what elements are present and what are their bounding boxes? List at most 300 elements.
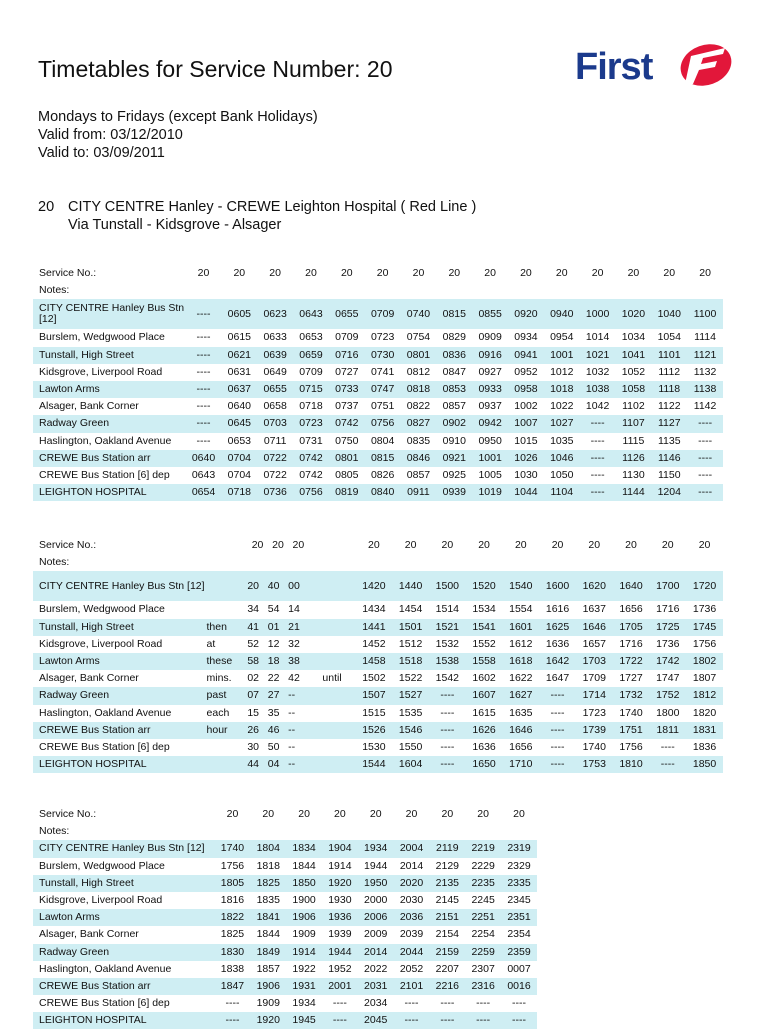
time-cell: 0742 (329, 415, 365, 432)
frequency-word-cell (207, 537, 248, 554)
time-cell: 1825 (220, 928, 245, 941)
table-row (33, 601, 723, 618)
service-number: 20 (555, 267, 568, 280)
time-cell: 1044 (508, 484, 544, 501)
time-cell: 0846 (401, 450, 437, 467)
time-cell: 0655 (329, 299, 365, 329)
table-row (33, 978, 537, 995)
time-cell: ---- (394, 1012, 430, 1029)
time-cell: 1058 (616, 381, 652, 398)
stop-name: Haslington, Oakland Avenue (39, 706, 172, 719)
time-cell: 0801 (401, 347, 437, 364)
time-cell: 0937 (478, 400, 502, 413)
until-label (309, 687, 356, 704)
time-cell: 2004 (394, 840, 430, 857)
service-number: 20 (588, 539, 601, 552)
time-cell: 1602 (472, 672, 496, 685)
time-cell: ---- (465, 1012, 501, 1029)
minutes-past-cell: 02 (247, 672, 260, 685)
stop-name: Radway Green (33, 415, 186, 432)
time-cell: 2151 (429, 909, 465, 926)
time-cell: 1914 (328, 859, 352, 872)
route-via: Via Tunstall - Kidsgrove - Alsager (68, 217, 282, 233)
time-cell: 0934 (514, 331, 538, 344)
time-cell: 1038 (580, 381, 616, 398)
time-cell: 1020 (616, 299, 652, 329)
time-cell: 1616 (545, 603, 570, 616)
time-cell: 1522 (398, 672, 423, 685)
time-cell: 0643 (191, 468, 216, 481)
service-number: 20 (484, 267, 496, 280)
minutes-past-cell: -- (288, 756, 308, 773)
time-cell: 2039 (399, 928, 424, 941)
time-cell: 0815 (365, 450, 401, 467)
time-cell: 1458 (356, 653, 393, 670)
time-cell: 1052 (621, 365, 646, 378)
time-cell: 0750 (335, 434, 359, 447)
time-cell: 2335 (501, 875, 537, 892)
validity-info (38, 108, 318, 162)
service-number: 20 (477, 808, 489, 821)
time-cell: 1607 (466, 687, 503, 704)
service-number: 20 (627, 267, 640, 280)
time-cell: 0815 (436, 299, 472, 329)
table-row (33, 909, 537, 926)
time-cell: 0718 (221, 484, 257, 501)
time-cell: 1810 (613, 756, 650, 773)
minutes-past-cell: 12 (267, 637, 280, 650)
time-cell: 1725 (649, 619, 686, 636)
time-cell: 1000 (580, 299, 616, 329)
minutes-past-cell: 34 (247, 603, 260, 616)
stop-name: Alsager, Bank Corner (39, 672, 139, 685)
minutes-past-cell: 32 (288, 637, 300, 650)
notes-cell (436, 282, 472, 299)
service-number: 20 (591, 267, 604, 280)
time-cell: 1732 (613, 687, 650, 704)
time-cell: 2030 (399, 894, 424, 907)
time-cell: ---- (186, 347, 222, 364)
frequency-word: mins. (206, 672, 232, 685)
frequency-word (207, 601, 248, 618)
notes-cell (576, 554, 613, 571)
table-row (33, 722, 723, 739)
time-cell: 0950 (478, 434, 502, 447)
notes-cell (502, 554, 539, 571)
time-cell: 0741 (370, 365, 395, 378)
time-cell: 1922 (292, 962, 316, 975)
timetable-evening (33, 806, 537, 1029)
time-cell: 1622 (509, 672, 533, 685)
time-cell: 0658 (263, 400, 287, 413)
time-cell: 1751 (613, 722, 650, 739)
time-cell: 0722 (257, 450, 293, 467)
time-cell: 0942 (472, 415, 508, 432)
first-logo (575, 40, 735, 96)
route-heading (38, 198, 476, 234)
time-cell: 1127 (651, 415, 687, 432)
time-cell: 0704 (221, 450, 257, 467)
table-row (33, 433, 723, 450)
time-cell: ---- (196, 434, 211, 447)
time-cell: ---- (429, 687, 466, 704)
time-cell: 0941 (508, 347, 544, 364)
time-cell: 1812 (686, 687, 723, 704)
stop-name: CITY CENTRE Hanley Bus Stn [12] (33, 299, 186, 329)
notes-cell (651, 282, 687, 299)
time-cell: 1834 (286, 840, 322, 857)
minutes-past-cell: 01 (268, 619, 288, 636)
page-title: Timetables for Service Number: 20 (38, 56, 393, 82)
time-cell: ---- (186, 299, 222, 329)
time-cell: ---- (687, 484, 723, 501)
table-row (33, 450, 723, 467)
time-cell: 2036 (394, 909, 430, 926)
time-cell: 0711 (263, 434, 287, 447)
until-label (309, 571, 356, 601)
service-number-row (33, 806, 537, 823)
time-cell: 1844 (256, 928, 280, 941)
notes-cell (186, 282, 222, 299)
time-cell: 1756 (220, 859, 245, 872)
time-cell: 2207 (435, 962, 459, 975)
time-cell: ---- (332, 997, 347, 1010)
time-cell: ---- (687, 450, 723, 467)
time-cell: 1945 (286, 1012, 322, 1029)
stop-name: Kidsgrove, Liverpool Road (39, 894, 163, 907)
time-cell: 1850 (286, 875, 322, 892)
notes-cell (539, 554, 576, 571)
time-cell: 0742 (299, 468, 323, 481)
service-number: 20 (478, 539, 490, 552)
time-cell: 1944 (364, 859, 388, 872)
time-cell: 2135 (429, 875, 465, 892)
time-cell: 1830 (215, 944, 251, 961)
stop-name: CREWE Bus Station [6] dep (39, 740, 170, 753)
notes-cell (544, 282, 580, 299)
time-cell: 1618 (502, 653, 539, 670)
time-cell: 0818 (401, 381, 437, 398)
time-cell: 1636 (545, 637, 570, 650)
time-cell: ---- (698, 434, 713, 447)
time-cell: 1831 (686, 722, 723, 739)
notes-cell (649, 554, 686, 571)
service-number: 20 (269, 267, 281, 280)
time-cell: 0853 (436, 381, 472, 398)
time-cell: 0855 (472, 299, 508, 329)
time-cell: 1526 (356, 722, 393, 739)
time-cell: ---- (476, 997, 491, 1010)
stop-name: Tunstall, High Street (33, 875, 215, 892)
time-cell: 2101 (394, 978, 430, 995)
time-cell: 0840 (365, 484, 401, 501)
time-cell: 1930 (328, 894, 352, 907)
minutes-past-cell: 44 (247, 756, 267, 773)
time-cell: 1835 (256, 894, 280, 907)
time-cell: 0623 (257, 299, 293, 329)
time-cell: 1034 (621, 331, 646, 344)
time-cell: 2229 (471, 859, 495, 872)
table-row (33, 995, 537, 1012)
time-cell: 0925 (442, 468, 466, 481)
frequency-word: then (207, 619, 248, 636)
time-cell: 1625 (539, 619, 576, 636)
time-cell: 1046 (544, 450, 580, 467)
time-cell: 1716 (656, 603, 680, 616)
time-cell: 1703 (576, 653, 613, 670)
time-cell: 0722 (263, 468, 287, 481)
time-cell: 0939 (436, 484, 472, 501)
time-cell: 1920 (322, 875, 358, 892)
minutes-past-cell: 58 (247, 653, 267, 670)
time-cell: 1021 (580, 347, 616, 364)
minutes-past-cell: -- (288, 687, 308, 704)
time-cell: 1950 (358, 875, 394, 892)
notes-cell (613, 554, 650, 571)
time-cell: 1936 (322, 909, 358, 926)
notes-cell (356, 554, 393, 571)
time-cell: 1931 (286, 978, 322, 995)
table-row (33, 961, 537, 978)
time-cell: 2022 (364, 962, 388, 975)
time-cell: 1627 (502, 687, 539, 704)
time-cell: 1440 (392, 571, 429, 601)
time-cell: 0756 (365, 415, 401, 432)
table-row (33, 858, 537, 875)
time-cell: 1544 (356, 756, 393, 773)
time-cell: 0637 (221, 381, 257, 398)
until-label (309, 756, 356, 773)
time-cell: 1739 (576, 722, 613, 739)
time-cell: 1507 (356, 687, 393, 704)
minutes-past-cell: 22 (267, 672, 280, 685)
service-number: 20 (197, 267, 210, 280)
time-cell: ---- (501, 1012, 537, 1029)
time-cell: ---- (429, 756, 466, 773)
time-cell: 0659 (293, 347, 329, 364)
until-label (309, 722, 356, 739)
operating-days: Mondays to Fridays (except Bank Holidays) (38, 109, 318, 125)
time-cell: 1041 (616, 347, 652, 364)
notes-cell (508, 282, 544, 299)
time-cell: 1756 (692, 637, 717, 650)
time-cell: 0836 (436, 347, 472, 364)
stop-name: Alsager, Bank Corner (39, 400, 139, 413)
notes-cell (293, 282, 329, 299)
frequency-word (207, 571, 248, 601)
time-cell: 1040 (651, 299, 687, 329)
time-cell: ---- (539, 687, 576, 704)
time-cell: 1022 (550, 400, 574, 413)
time-cell: 1515 (362, 706, 386, 719)
time-cell: 1720 (686, 571, 723, 601)
time-cell: 2001 (322, 978, 358, 995)
time-cell: 2044 (394, 944, 430, 961)
time-cell: 1800 (656, 706, 680, 719)
minutes-past-cell: 40 (268, 571, 288, 601)
time-cell: ---- (322, 1012, 358, 1029)
frequency-word: at (206, 637, 216, 650)
time-cell: 1650 (466, 756, 503, 773)
stop-name: CREWE Bus Station arr (33, 978, 215, 995)
time-cell: 2000 (364, 894, 388, 907)
time-cell: 1015 (514, 434, 538, 447)
time-cell: 1850 (686, 756, 723, 773)
time-cell: 2145 (435, 894, 459, 907)
time-cell: 0723 (370, 331, 395, 344)
time-cell: 1552 (472, 637, 496, 650)
time-cell: 1740 (215, 840, 251, 857)
time-cell: 2354 (507, 928, 531, 941)
service-number: 20 (551, 539, 564, 552)
until-cell (309, 537, 356, 554)
time-cell: 1709 (582, 672, 606, 685)
table-row (33, 875, 537, 892)
time-cell: 0916 (472, 347, 508, 364)
time-cell: 2359 (501, 944, 537, 961)
time-cell: 0952 (514, 365, 538, 378)
minutes-past-cell: 35 (267, 706, 280, 719)
frequency-word (207, 756, 248, 773)
time-cell: ---- (440, 740, 455, 753)
time-cell: 1601 (502, 619, 539, 636)
service-number-row (33, 265, 723, 282)
time-cell: 0654 (186, 484, 222, 501)
notes-cell (616, 282, 652, 299)
service-number-label: Service No.: (39, 808, 97, 821)
stop-name: CITY CENTRE Hanley Bus Stn [12] (33, 840, 215, 857)
notes-row (33, 282, 723, 299)
table-row (33, 687, 723, 704)
notes-cell (257, 282, 293, 299)
time-cell: 0723 (293, 415, 329, 432)
time-cell: 1900 (292, 894, 316, 907)
minutes-past-cell: 52 (247, 637, 260, 650)
time-cell: 0704 (227, 468, 251, 481)
time-cell: 2219 (465, 840, 501, 857)
time-cell: ---- (590, 468, 605, 481)
time-cell: 1001 (472, 450, 508, 467)
time-cell: 1100 (687, 299, 723, 329)
time-cell: 1530 (362, 740, 386, 753)
service-number: 20 (441, 808, 454, 821)
time-cell: 0933 (472, 381, 508, 398)
stop-name: Tunstall, High Street (33, 619, 207, 636)
time-cell: ---- (196, 400, 211, 413)
time-cell: 1050 (550, 468, 574, 481)
notes-cell (472, 282, 508, 299)
time-cell: ---- (186, 415, 222, 432)
service-number: 20 (305, 267, 317, 280)
time-cell: 0733 (329, 381, 365, 398)
service-number: 20 (262, 808, 275, 821)
time-cell: 1532 (435, 637, 460, 650)
time-cell: 0649 (263, 365, 287, 378)
stop-name: Haslington, Oakland Avenue (39, 962, 172, 975)
time-cell: 0715 (293, 381, 329, 398)
minutes-past-cell: 42 (288, 672, 300, 685)
time-cell: 1126 (616, 450, 652, 467)
time-cell: 1132 (693, 365, 717, 378)
time-cell: 1753 (576, 756, 613, 773)
notes-cell (221, 282, 257, 299)
service-number: 20 (520, 267, 532, 280)
notes-cell (466, 554, 503, 571)
time-cell: 2319 (501, 840, 537, 857)
time-cell: 1146 (651, 450, 687, 467)
time-cell: 2034 (364, 997, 388, 1010)
time-cell: 1841 (250, 909, 286, 926)
until-label (309, 619, 356, 636)
time-cell: 1104 (544, 484, 580, 501)
table-row (33, 484, 723, 501)
service-number: 20 (369, 808, 382, 821)
minutes-past-cell: 26 (247, 722, 267, 739)
notes-cell (250, 823, 286, 840)
time-cell: 0954 (550, 331, 574, 344)
time-cell: 1615 (472, 706, 496, 719)
minutes-past-cell: 14 (288, 603, 300, 616)
time-cell: 1030 (514, 468, 538, 481)
time-cell: 1906 (286, 909, 322, 926)
time-cell: 0902 (436, 415, 472, 432)
time-cell: ---- (196, 365, 211, 378)
time-cell: 0716 (329, 347, 365, 364)
time-cell: 2245 (471, 894, 495, 907)
service-number: 20 (448, 267, 461, 280)
service-number: 20 (334, 808, 346, 821)
time-cell: 1042 (585, 400, 610, 413)
until-label (309, 705, 356, 722)
time-cell: 1805 (215, 875, 251, 892)
time-cell: 2014 (358, 944, 394, 961)
time-cell: 2154 (435, 928, 459, 941)
frequency-word: each (206, 706, 230, 719)
notes-cell (329, 282, 365, 299)
table-row (33, 415, 723, 432)
time-cell: 0605 (221, 299, 257, 329)
frequency-word: past (207, 687, 248, 704)
time-cell: 1500 (429, 571, 466, 601)
time-cell: 1820 (692, 706, 717, 719)
time-cell: 1018 (544, 381, 580, 398)
time-cell: 0822 (406, 400, 431, 413)
time-cell: ---- (225, 997, 240, 1010)
time-cell: 0653 (299, 331, 323, 344)
service-number: 20 (412, 267, 425, 280)
stop-name: Haslington, Oakland Avenue (39, 434, 172, 447)
time-cell: 0826 (370, 468, 395, 481)
service-number: 20 (226, 808, 239, 821)
service-number: 20 (514, 539, 527, 552)
time-cell: 1934 (292, 997, 316, 1010)
stop-name: CREWE Bus Station arr (33, 722, 207, 739)
table-row (33, 944, 537, 961)
service-number: 20 (405, 808, 418, 821)
time-cell: 0737 (335, 400, 359, 413)
time-cell: 1752 (649, 687, 686, 704)
time-cell: 1142 (693, 400, 717, 413)
notes-label: Notes: (39, 556, 70, 569)
time-cell: 1527 (392, 687, 429, 704)
until-label: until (322, 672, 342, 685)
time-cell: 1540 (502, 571, 539, 601)
time-cell: 0804 (370, 434, 395, 447)
time-cell: 1550 (398, 740, 423, 753)
minutes-past-cell: 54 (267, 603, 280, 616)
time-cell: 1714 (576, 687, 613, 704)
time-cell: ---- (404, 997, 419, 1010)
